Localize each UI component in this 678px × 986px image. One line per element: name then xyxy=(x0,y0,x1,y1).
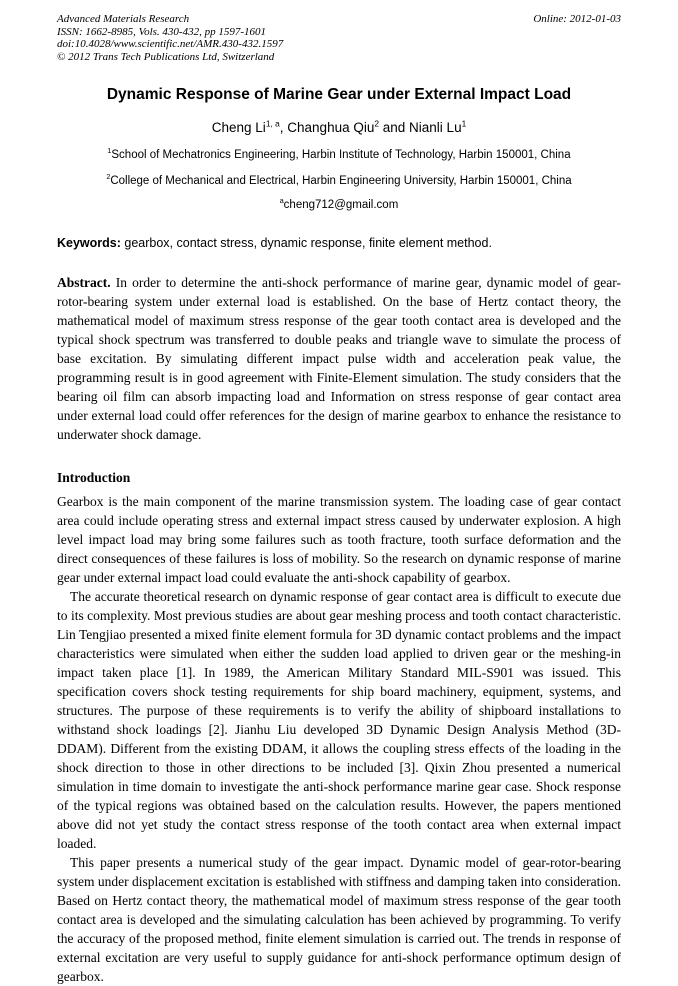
intro-paragraph-3: This paper presents a numerical study of the gear impact. Dynamic model of gear-rotor-bearing system under displacement excitation is established with stiffness and damping taken into consideration. Based on Hertz contact theory, the mathematical model of maximum stress response of the gear tooth contact area is developed and the simulating calculation has been achieved by programming. To verify the accuracy of the proposed method, finite element simulation is carried out. The trends in response of external excitation are very useful to supply guidance for anti-shock performance optimum design of gearbox. xyxy=(57,855,622,984)
keywords-line xyxy=(57,236,621,251)
journal-header xyxy=(57,13,621,63)
author-name: Nianli Lu xyxy=(409,120,462,135)
affiliation-superscript: 1 xyxy=(107,147,112,156)
intro-paragraph-1: Gearbox is the main component of the marine transmission system. The loading case of gear contact area could include operating stress and external impact stress caused by underwater explosion. A high level impact load may bring some failures such as tooth fracture, tooth surface deformation and the direct consequences of these failures is loss of mobility. So the research on dynamic response of marine gear under external impact load could evaluate the anti-shock capability of gearbox. xyxy=(57,494,621,585)
author-name: Changhua Qiu xyxy=(287,120,375,135)
abstract-paragraph xyxy=(57,273,621,444)
affiliation-2 xyxy=(57,174,621,188)
online-date: Online: 2012-01-03 xyxy=(533,13,621,25)
author-superscript: 1, a xyxy=(265,118,280,129)
keywords-text: gearbox, contact stress, dynamic response, finite element method. xyxy=(120,236,492,250)
email-superscript: a xyxy=(279,197,284,206)
keywords-label: Keywords: xyxy=(57,236,121,250)
affiliation-1 xyxy=(57,148,621,162)
affiliation-superscript: 2 xyxy=(106,173,111,182)
affiliation-text: School of Mechatronics Engineering, Harbin Institute of Technology, Harbin 150001, China xyxy=(111,149,571,161)
authors-line xyxy=(57,119,621,136)
email-line xyxy=(57,198,621,212)
email-address: cheng712@gmail.com xyxy=(283,199,399,211)
section-heading-introduction: Introduction xyxy=(57,470,131,485)
abstract-label: Abstract. xyxy=(57,275,111,290)
journal-header-left xyxy=(57,13,283,63)
copyright-line: © 2012 Trans Tech Publications Ltd, Switzerland xyxy=(57,50,275,63)
author-name: Cheng Li xyxy=(211,120,266,135)
author-separator: , xyxy=(279,120,288,135)
author-superscript: 2 xyxy=(374,118,380,129)
issn-line: ISSN: 1662-8985, Vols. 430-432, pp 1597-1601 xyxy=(57,25,266,38)
abstract-text: In order to determine the anti-shock performance of marine gear, dynamic model of gear-rotor-bearing system under external load is established. On the base of Hertz contact theory, the mathematical model of maximum stress response of the gear tooth contact area is developed and the typical shock spectrum was transferred to double peaks and triangle wave to simulate the process of base excitation. By simulating different impact pulse width and acceleration peak value, the programming result is in good agreement with Finite-Element simulation. The study considers that the bearing oil film can absorb impacting load and Information on stress response of gear contact area under external load could offer references for the design of marine gearbox to enhance the resistance to underwater shock damage. xyxy=(57,275,621,442)
paper-title: Dynamic Response of Marine Gear under External Impact Load xyxy=(106,86,572,103)
author-superscript: 1 xyxy=(461,118,467,129)
intro-paragraph-2: The accurate theoretical research on dynamic response of gear contact area is difficult to execute due to its complexity. Most previous studies are about gear meshing process and tooth contact characteristic. Lin Tengjiao presented a mixed finite element formula for 3D dynamic contact problems and the impact characteristics were simulated when either the sudden load applied to driven gear or the meshing-in impact taken place [1]. In 1989, the American Military Standard MIL-S901 was issued. This specification covers shock testing requirements for ship board machinery, equipment, systems, and structures. The purpose of these requirements is to verify the ability of shipboard installations to withstand shock loadings [2]. Jianhu Liu developed 3D Dynamic Design Analysis Method (3D-DDAM). Different from the existing DDAM, it allows the coupling stress effects of the loading in the shock direction to those in other directions to be included [3]. Qixin Zhou presented a numerical simulation in time domain to investigate the anti-shock performance marine gear case. Shock response of the typical regions was obtained based on the calculation results. However, the papers mentioned above did not yet study the contact stress response of the tooth contact area when external impact loaded. xyxy=(57,589,621,851)
journal-name: Advanced Materials Research xyxy=(57,13,190,25)
affiliation-text: College of Mechanical and Electrical, Harbin Engineering University, Harbin 150001, China xyxy=(110,175,572,187)
doi-line: doi:10.4028/www.scientific.net/AMR.430-432.1597 xyxy=(57,38,284,50)
author-separator: and xyxy=(379,120,410,135)
